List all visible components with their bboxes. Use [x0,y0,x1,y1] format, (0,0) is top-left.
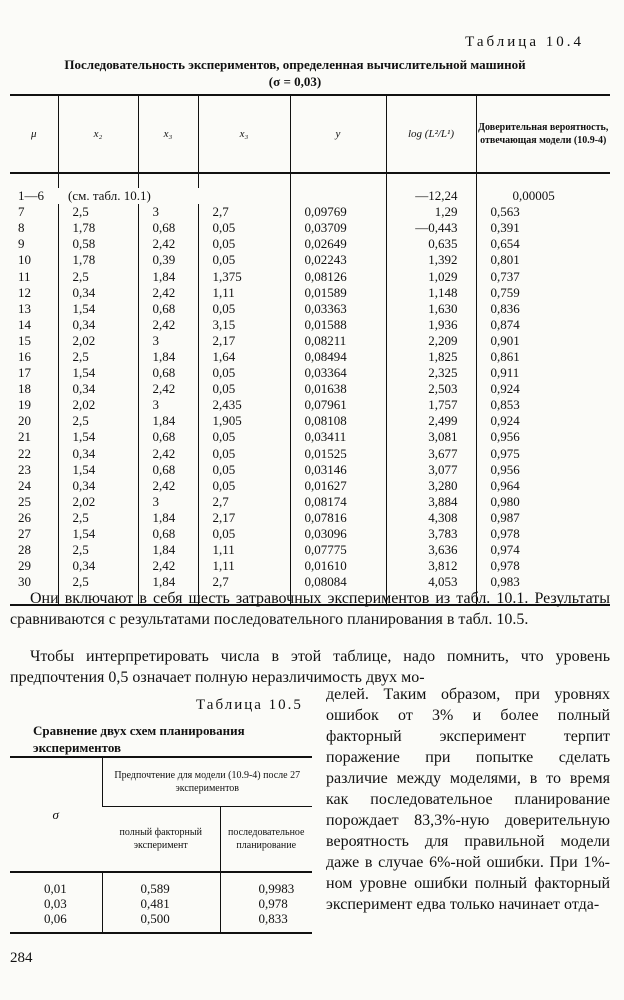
table-cell: 1,936 [386,317,476,333]
table-cell: 2,325 [386,365,476,381]
table-cell: 3,636 [386,542,476,558]
body-paragraph: Они включают в себя шесть затравочных экспериментов из табл. 10.1. Результаты сравниваются с результатами последовательного планирования в табл. 10.5. [10,590,610,628]
table-row [10,397,610,413]
table-row [10,896,312,911]
table-cell: 12 [18,284,31,300]
page-number: 284 [10,950,33,966]
table-cell: 0,34 [58,381,138,397]
column-header: x₂ [58,95,138,173]
table-cell: 0,05 [198,462,290,478]
table-row [10,285,610,301]
table-cell: 3,15 [198,317,290,333]
table-cell: 19 [18,397,31,413]
table-cell: 1,54 [58,462,138,478]
table-cell: 1,84 [138,413,198,429]
table-cell: 2,42 [138,381,198,397]
table-cell: 0,34 [58,317,138,333]
table-cell: 16 [18,348,31,364]
table-cell: 9 [18,236,25,252]
table-cell: 0,00005 [476,188,610,204]
table-cell: 2,7 [198,204,290,220]
table-row [10,236,610,252]
table-cell: 28 [18,542,31,558]
table-cell: 2,42 [138,446,198,462]
table-cell: 0,08211 [290,333,386,349]
table-row [10,381,610,397]
table-row [10,317,610,333]
table-cell: 11 [18,268,31,284]
column-header: Доверительная вероятность, отвечающая модели (10.9-4) [476,95,610,173]
table-cell: 0,34 [58,558,138,574]
column-header: σ [10,757,102,872]
table-cell: (см. табл. 10.1) [68,188,151,204]
table-cell: 0,08084 [290,574,386,605]
table-cell: 0,08108 [290,413,386,429]
table-cell: 27 [18,526,31,542]
table-cell: 1,84 [138,510,198,526]
table-cell: 0,983 [476,574,610,605]
table-cell: 25 [18,493,31,509]
table-cell: 0,987 [476,510,610,526]
table-cell: 2,02 [58,494,138,510]
table-row [10,494,610,510]
table-cell: 0,02243 [290,252,386,268]
table-cell: —0,443 [386,220,476,236]
table-cell: 1,11 [198,542,290,558]
table-row [10,365,610,381]
table-cell: 0,05 [198,381,290,397]
table-cell: 2,5 [58,574,138,605]
table-row [10,542,610,558]
table-cell: 29 [18,558,31,574]
table-cell: 2,435 [198,397,290,413]
table-label: Таблица 10.4 [465,34,584,50]
table-cell: 1—6 [18,188,44,204]
table-cell: 0,03 [44,896,67,911]
table-cell: 0,02649 [290,236,386,252]
table-cell: 0,68 [138,301,198,317]
table-cell: 3 [138,204,198,220]
table-row [10,558,610,574]
table-cell: 2,42 [138,317,198,333]
table-row [10,333,610,349]
table-cell: 0,635 [386,236,476,252]
table-cell: 0,836 [476,301,610,317]
table-cell: 0,05 [198,301,290,317]
table-cell: 20 [18,413,31,429]
table-cell: 0,08126 [290,268,386,284]
table-header-row [10,95,610,173]
table-cell: 15 [18,332,31,348]
table-cell: 3,884 [386,494,476,510]
table-cell: 0,05 [198,446,290,462]
table-cell: 1,29 [386,204,476,220]
table-row [10,429,610,445]
table-cell: 1,54 [58,301,138,317]
table-cell: 24 [18,477,31,493]
table-cell: 0,03363 [290,301,386,317]
table-cell: 1,64 [198,349,290,365]
table-cell: 0,03146 [290,462,386,478]
column-header: μ [10,95,58,173]
table-row [10,478,610,494]
table-cell: 2,17 [198,510,290,526]
table-cell: 0,833 [220,911,312,933]
table-cell: 0,801 [476,252,610,268]
table-cell: 0,03364 [290,365,386,381]
table-cell: 10 [18,252,31,268]
column-header: последовательное планирование [220,807,312,873]
table-cell: 1,148 [386,285,476,301]
table-cell: 1,54 [58,429,138,445]
table-cell: 3 [138,494,198,510]
table-cell: 0,9983 [220,872,312,896]
table-cell: 7 [18,204,25,220]
table-cell: 0,978 [476,526,610,542]
table-cell: 0,956 [476,462,610,478]
table-cell: 1,78 [58,220,138,236]
table-cell: 0,05 [198,526,290,542]
table-cell: 3 [138,333,198,349]
table-cell: 4,053 [386,574,476,605]
table-cell: 0,654 [476,236,610,252]
table-cell: 22 [18,445,31,461]
table-cell: 2,17 [198,333,290,349]
table-caption: Последовательность экспериментов, определенная вычислительной машиной (σ = 0,03) [64,57,526,89]
table-cell: 0,964 [476,478,610,494]
table-row [10,301,610,317]
table-cell: 0,03096 [290,526,386,542]
table-cell: 0,08174 [290,494,386,510]
table-cell: 1,84 [138,268,198,284]
column-header: y [290,95,386,173]
table-cell: 2,5 [58,542,138,558]
table-cell: 2,02 [58,333,138,349]
table-cell: 17 [18,365,31,381]
table-cell: 0,68 [138,429,198,445]
table-cell: 1,029 [386,268,476,284]
table-cell: 0,978 [476,558,610,574]
table-cell: 23 [18,461,31,477]
table-row [10,252,610,268]
table-cell: 2,209 [386,333,476,349]
table-cell: 0,05 [198,236,290,252]
table-row [10,204,610,220]
table-cell: 0,34 [58,478,138,494]
table-row [10,413,610,429]
table-cell: 0,01 [44,881,67,896]
table-row [10,220,610,236]
table-row [10,188,610,204]
column-header: полный факторный эксперимент [102,807,220,873]
table-cell: 3,677 [386,446,476,462]
table-cell: 30 [10,574,58,605]
table-cell: 0,05 [198,220,290,236]
table-cell: 1,825 [386,349,476,365]
table-row [10,510,610,526]
table-cell: 0,874 [476,317,610,333]
table-cell: 4,308 [386,510,476,526]
table-caption: Сравнение двух схем планирования экспериментов [33,723,245,755]
table-cell: 0,980 [476,494,610,510]
table-cell: 0,06 [10,911,102,933]
table-cell: 0,05 [198,429,290,445]
table-cell: 2,42 [138,236,198,252]
table-cell: 0,978 [220,896,312,911]
table-cell: 0,975 [476,446,610,462]
table-cell: 2,5 [58,413,138,429]
table-cell: 0,924 [476,413,610,429]
table-cell: 0,737 [476,268,610,284]
table-cell: 0,563 [476,204,610,220]
table-cell: 0,853 [476,397,610,413]
table-cell: 0,09769 [290,204,386,220]
body-paragraph-continued: делей. Таким образом, при уровнях ошибок от 3% и более полный факторный эксперимент терпит поражение при попытке сделать различие между моделями, в то время как последовательное планирование порождает 83,3%-ную доверительную вероятность для правильной модели даже в случае 6%-ной ошибки. При 1%-ном уровне ошибки полный факторный эксперимент едва только начинает отда- [326,686,610,913]
column-header: x₃ [198,95,290,173]
table-cell: 0,911 [476,365,610,381]
table-cell: 1,375 [198,268,290,284]
table-cell: 2,5 [58,268,138,284]
table-cell: 0,956 [476,429,610,445]
table-cell: 0,924 [476,381,610,397]
table-cell: 0,68 [138,220,198,236]
table-cell: 2,42 [138,558,198,574]
table-cell: 0,01627 [290,478,386,494]
body-paragraph: Чтобы интерпретировать числа в этой таблице, надо помнить, что уровень предпочтения 0,5 означает полную неразличимость двух мо- [10,648,610,686]
table-cell: 1,84 [138,574,198,605]
table-cell: 0,901 [476,333,610,349]
table-cell: 0,391 [476,220,610,236]
column-header: log (L²/L¹) [386,95,476,173]
table-cell: 2,5 [58,349,138,365]
table-cell: 0,01588 [290,317,386,333]
table-cell: 0,974 [476,542,610,558]
table-cell: 1,11 [198,285,290,301]
table-cell: 0,08494 [290,349,386,365]
table-cell: 0,39 [138,252,198,268]
table-cell: 13 [18,300,31,316]
table-cell: 0,68 [138,526,198,542]
table-cell: 1,84 [138,349,198,365]
table-cell: 0,01525 [290,446,386,462]
table-cell: 0,759 [476,285,610,301]
table-row [10,462,610,478]
table-cell: 3,081 [386,429,476,445]
table-cell: 0,07816 [290,510,386,526]
table-cell: 0,03709 [290,220,386,236]
table-cell: 2,7 [198,574,290,605]
table-cell: 0,34 [58,446,138,462]
table-cell: 1,757 [386,397,476,413]
table-cell: 0,03411 [290,429,386,445]
table-cell: 2,7 [198,494,290,510]
table-cell: 1,392 [386,252,476,268]
table-cell: 1,905 [198,413,290,429]
table-cell: 1,78 [58,252,138,268]
table-cell: 18 [18,381,31,397]
table-cell: 3,280 [386,478,476,494]
table-cell: 0,500 [102,911,220,933]
table-cell: 0,07961 [290,397,386,413]
column-group-header: Предпочтение для модели (10.9-4) после 27 экспериментов [102,757,312,807]
table-cell: 3,812 [386,558,476,574]
table-cell: 0,01589 [290,285,386,301]
table-cell: 0,481 [102,896,220,911]
table-cell: 2,02 [58,397,138,413]
table-cell: 8 [18,220,25,236]
table-cell: 26 [18,509,31,525]
table-row [10,872,312,896]
table-cell: 1,84 [138,542,198,558]
table-cell: 2,42 [138,478,198,494]
table-cell: 14 [18,316,31,332]
table-cell: 3,783 [386,526,476,542]
data-table [10,94,610,606]
table-cell: 21 [18,429,31,445]
table-cell: 2,503 [386,381,476,397]
table-row [10,911,312,933]
table-cell: 0,68 [138,365,198,381]
table-cell: 0,589 [102,872,220,896]
table-cell: 1,630 [386,301,476,317]
table-row [10,349,610,365]
table-cell: 0,07775 [290,542,386,558]
table-cell: 1,11 [198,558,290,574]
table-cell: —12,24 [386,188,476,204]
table-cell: 1,54 [58,365,138,381]
table-cell: 2,5 [58,510,138,526]
table-cell: 0,05 [198,252,290,268]
table-cell: 0,861 [476,349,610,365]
table-cell: 0,05 [198,478,290,494]
table-cell: 2,5 [58,204,138,220]
column-header: x₃ [138,95,198,173]
table-row [10,446,610,462]
table-label: Таблица 10.5 [196,697,303,713]
table-row [10,526,610,542]
table-cell: 1,54 [58,526,138,542]
table-cell: 2,42 [138,285,198,301]
table-row [10,268,610,284]
comparison-table [10,756,312,934]
table-cell: 0,58 [58,236,138,252]
table-cell: 0,01610 [290,558,386,574]
table-cell: 2,499 [386,413,476,429]
table-cell: 0,68 [138,462,198,478]
table-cell: 3,077 [386,462,476,478]
table-cell: 0,01638 [290,381,386,397]
table-cell: 0,05 [198,365,290,381]
table-cell: 0,34 [58,285,138,301]
table-cell: 3 [138,397,198,413]
